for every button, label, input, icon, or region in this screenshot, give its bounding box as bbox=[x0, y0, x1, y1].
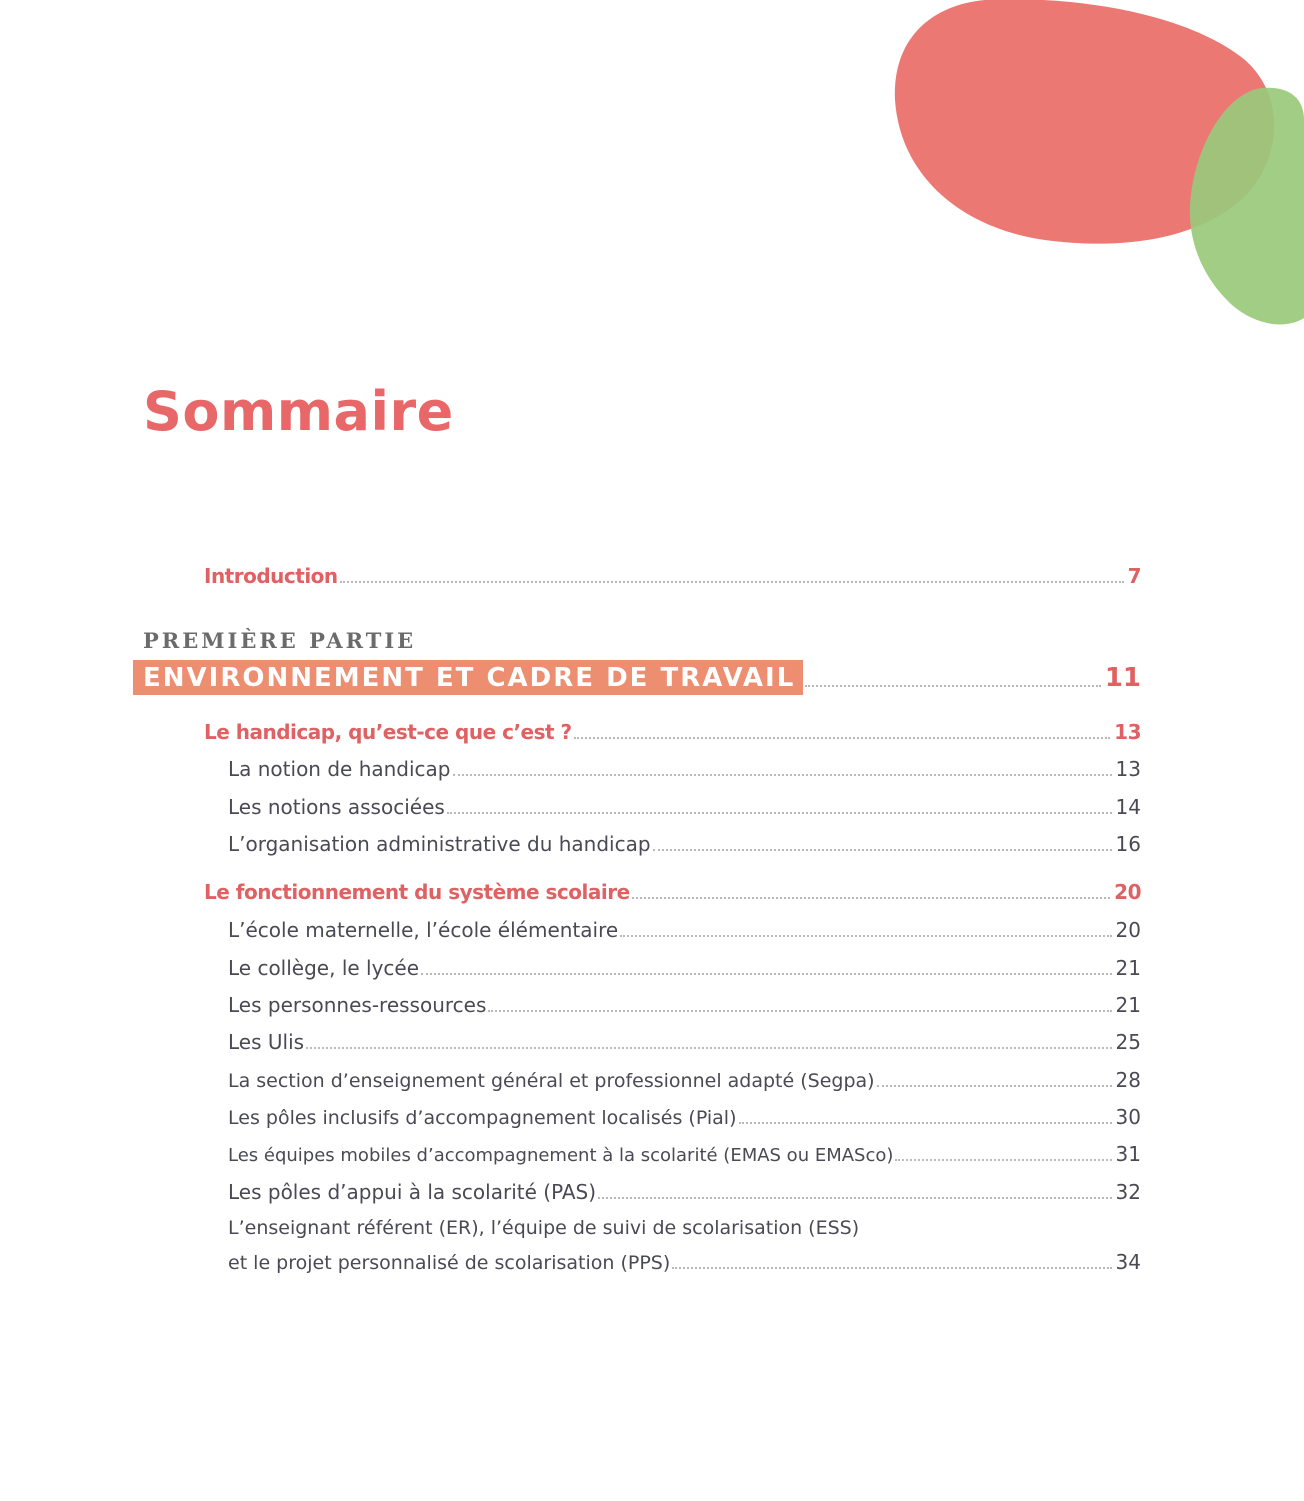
leader-dots bbox=[877, 1085, 1112, 1087]
leader-dots bbox=[805, 685, 1101, 687]
toc-item[interactable] bbox=[228, 1105, 1141, 1129]
toc-page-number: 32 bbox=[1115, 1180, 1141, 1204]
toc-page-number: 20 bbox=[1114, 880, 1141, 904]
toc-entry-label: Les pôles inclusifs d’accompagnement localisés (Pial) bbox=[228, 1107, 737, 1129]
toc-page-number: 11 bbox=[1104, 663, 1141, 693]
toc-entry-label: La section d’enseignement général et professionnel adapté (Segpa) bbox=[228, 1070, 875, 1092]
toc-entry-label: La notion de handicap bbox=[228, 757, 451, 781]
toc-page-number: 21 bbox=[1115, 956, 1141, 980]
toc-entry-introduction[interactable] bbox=[204, 564, 1141, 588]
toc-item[interactable] bbox=[228, 956, 1141, 980]
toc-entry-label: L’organisation administrative du handicap bbox=[228, 832, 651, 856]
toc-page-number: 14 bbox=[1115, 795, 1141, 819]
part-title-band: ENVIRONNEMENT ET CADRE DE TRAVAIL bbox=[133, 660, 803, 695]
leader-dots bbox=[574, 737, 1111, 739]
toc-section-systeme-scolaire[interactable] bbox=[204, 880, 1141, 904]
toc-entry-label: Les notions associées bbox=[228, 795, 445, 819]
leader-dots bbox=[340, 581, 1124, 583]
toc-item[interactable] bbox=[228, 832, 1141, 856]
leader-dots bbox=[598, 1197, 1112, 1199]
leader-dots bbox=[672, 1267, 1111, 1269]
toc-entry-label: L’école maternelle, l’école élémentaire bbox=[228, 918, 619, 942]
toc-page-number: 13 bbox=[1115, 757, 1141, 781]
leader-dots bbox=[421, 973, 1112, 975]
toc-entry-label: Le collège, le lycée bbox=[228, 956, 420, 980]
toc-item-continuation[interactable] bbox=[228, 1250, 1141, 1274]
toc-item[interactable] bbox=[228, 795, 1141, 819]
toc-entry-label: Le fonctionnement du système scolaire bbox=[204, 880, 630, 904]
leader-dots bbox=[447, 812, 1112, 814]
toc-section-handicap[interactable] bbox=[204, 720, 1141, 744]
toc-entry-label: Les pôles d’appui à la scolarité (PAS) bbox=[228, 1180, 597, 1204]
toc-page-number: 7 bbox=[1127, 564, 1141, 588]
leader-dots bbox=[739, 1122, 1112, 1124]
toc-entry-label: Le handicap, qu’est-ce que c’est ? bbox=[204, 720, 572, 744]
leader-dots bbox=[306, 1047, 1112, 1049]
toc-entry-label: Les Ulis bbox=[228, 1030, 305, 1054]
toc-item[interactable] bbox=[228, 1180, 1141, 1204]
page-title: Sommaire bbox=[143, 380, 454, 443]
toc-page-number: 30 bbox=[1115, 1105, 1141, 1129]
toc-page-number: 20 bbox=[1115, 918, 1141, 942]
toc-item[interactable] bbox=[228, 918, 1141, 942]
leader-dots bbox=[453, 774, 1112, 776]
toc-item[interactable] bbox=[228, 993, 1141, 1017]
toc-entry-label: Les équipes mobiles d’accompagnement à la scolarité (EMAS ou EMASco) bbox=[228, 1145, 894, 1166]
toc-page-number: 31 bbox=[1115, 1142, 1141, 1166]
toc-page-number: 25 bbox=[1115, 1030, 1141, 1054]
toc-entry-label: Introduction bbox=[204, 564, 338, 588]
toc-item[interactable] bbox=[228, 1068, 1141, 1092]
toc-item[interactable] bbox=[228, 1142, 1141, 1166]
leader-dots bbox=[620, 935, 1111, 937]
toc-entry-label: Les personnes-ressources bbox=[228, 993, 487, 1017]
toc-page-number: 28 bbox=[1115, 1068, 1141, 1092]
leader-dots bbox=[488, 1010, 1111, 1012]
toc-page-number: 13 bbox=[1114, 720, 1141, 744]
leader-dots bbox=[632, 897, 1110, 899]
toc-entry-label-line1: L’enseignant référent (ER), l’équipe de suivi de scolarisation (ESS) bbox=[228, 1217, 860, 1239]
toc-item[interactable] bbox=[228, 1217, 1141, 1239]
toc-entry-label-line2: et le projet personnalisé de scolarisation (PPS) bbox=[228, 1252, 671, 1274]
toc-page-number: 16 bbox=[1115, 832, 1141, 856]
toc-item[interactable] bbox=[228, 1030, 1141, 1054]
toc-page-number: 21 bbox=[1115, 993, 1141, 1017]
part-kicker: PREMIÈRE PARTIE bbox=[143, 628, 417, 653]
leader-dots bbox=[653, 849, 1112, 851]
toc-item[interactable] bbox=[228, 757, 1141, 781]
toc-part-heading[interactable] bbox=[133, 660, 1141, 695]
leader-dots bbox=[895, 1159, 1111, 1161]
toc-page-number: 34 bbox=[1115, 1250, 1141, 1274]
